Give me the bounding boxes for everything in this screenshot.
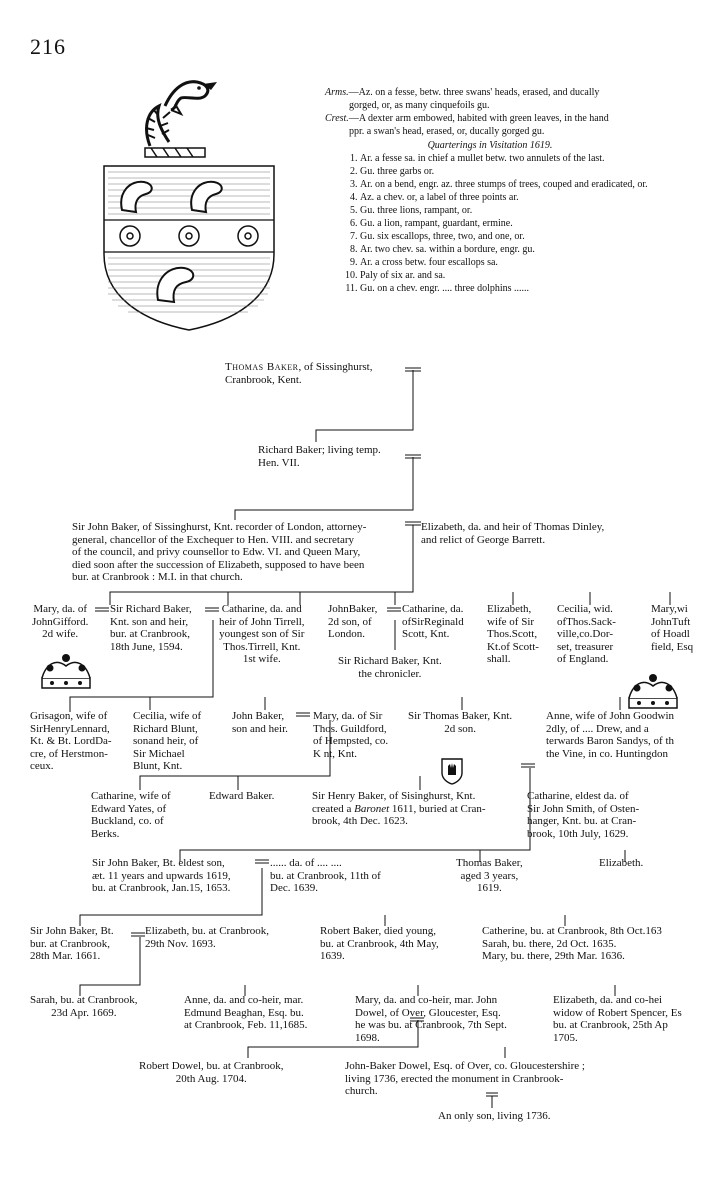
catherine-sarah-mary: Catherine, bu. at Cranbrook, 8th Oct.163 Sarah, bu. there, 2d Oct. 1635. Mary, bu. there, 29th Mar. 1636. [482, 925, 662, 962]
john-baker-second-son: JohnBaker, 2d son, of London. [328, 603, 378, 640]
crest-text: —A dexter arm embowed, habited with green leaves, in the hand [348, 113, 609, 124]
mary-guildford: Mary, da. of Sir Thos. Guildford, of Hempsted, co. K nt, Knt. [313, 710, 389, 760]
quartering-item: 10. Paly of six ar. and sa. [360, 269, 655, 282]
sir-henry-baker-rest: 1611, buried at Cran- brook, 4th Dec. 1623. [312, 802, 486, 827]
elizabeth-1693: Elizabeth, bu. at Cranbrook, 29th Nov. 1693. [145, 925, 270, 950]
john-baker-son-heir: John Baker, son and heir. [232, 710, 288, 735]
arms-label: Arms. [325, 87, 349, 98]
sir-henry-baker [312, 790, 486, 828]
sir-henry-baker-line1: Sir Henry Baker, of Sisinghurst, Knt. created a [312, 790, 476, 815]
elizabeth-dinley: Elizabeth, da. and heir of Thomas Dinley, and relict of George Barrett. [421, 521, 605, 546]
ulster-badge-icon [440, 757, 464, 785]
catharine-scott: Catharine, da. ofSirReginald Scott, Knt. [402, 603, 464, 640]
catharine-tirrell: Catharine, da. and heir of John Tirrell, youngest son of Sir Thos.Tirrell, Knt. 1st wife. [219, 603, 305, 665]
elizabeth-spencer: Elizabeth, da. and co-hei widow of Robert Spencer, Es bu. at Cranbrook, 25th Ap 1705. [553, 994, 682, 1044]
robert-dowel: Robert Dowel, bu. at Cranbrook, 20th Aug. 1704. [139, 1060, 284, 1085]
cecilia-blunt: Cecilia, wife of Richard Blunt, sonand heir, of Sir Michael Blunt, Knt. [133, 710, 202, 772]
elizabeth-scott: Elizabeth, wife of Sir Thos.Scott, Kt.of Scott- shall. [487, 603, 539, 665]
anne-beaghan: Anne, da. and co-heir, mar. Edmund Beaghan, Esq. bu. at Cranbrook, Feb. 11,1685. [184, 994, 308, 1031]
cecilia-sackville: Cecilia, wid. ofThos.Sack- ville,co.Dor- set, treasurer of England. [557, 603, 616, 665]
quartering-item: 2. Gu. three garbs or. [360, 165, 655, 178]
sir-richard-chronicler: Sir Richard Baker, Knt. the chronicler. [338, 655, 442, 680]
sir-john-baker-bt-eldest: Sir John Baker, Bt. eldest son, æt. 11 years and upwards 1619, bu. at Cranbrook, Jan.15, 1653. [92, 857, 231, 894]
elizabeth-daughter: Elizabeth. [599, 857, 644, 869]
ducal-coronet-icon [623, 670, 683, 714]
catharine-smith: Catharine, eldest da. of Sir John Smith, of Osten- hanger, Knt. bu. at Cran- brook, 10th July, 1629. [527, 790, 640, 840]
page-number: 216 [30, 34, 66, 59]
quartering-item: 6. Gu. a lion, rampant, guardant, ermine. [360, 217, 655, 230]
quartering-item: 5. Gu. three lions, rampant, or. [360, 204, 655, 217]
thomas-baker-name: Thomas Baker [225, 361, 299, 373]
john-baker-dowel: John-Baker Dowel, Esq. of Over, co. Gloucestershire ; living 1736, erected the monument in Cranbrook- church. [345, 1060, 585, 1097]
quartering-item: 4. Az. a chev. or, a label of three points ar. [360, 191, 655, 204]
quartering-item: 11. Gu. on a chev. engr. .... three dolphins ...... [360, 282, 655, 295]
mary-tufton: Mary,wi JohnTuft of Hoadl field, Esq [651, 603, 694, 653]
sir-henry-baronet: Baronet [354, 802, 390, 815]
robert-baker-young: Robert Baker, died young, bu. at Cranbrook, 4th May, 1639. [320, 925, 439, 962]
quartering-item: 7. Gu. six escallops, three, two, and one, or. [360, 230, 655, 243]
only-son: An only son, living 1736. [438, 1110, 551, 1122]
quartering-item: 3. Ar. on a bend, engr. az. three stumps of trees, couped and eradicated, or. [360, 178, 655, 191]
sir-john-baker: Sir John Baker, of Sissinghurst, Knt. recorder of London, attorney- general, chancellor of the Exchequer to Hen. VIII. and secretary of the council, and privy counsellor to Edw. VI. and Queen Mary, died soon after the succession of Elizabeth, supposed to have been bur. at Cranbrook : M.I. in that church. [72, 521, 367, 583]
thomas-baker-aged-three: Thomas Baker, aged 3 years, 1619. [456, 857, 523, 894]
arms-text: —Az. on a fesse, betw. three swans' heads, erased, and ducally [348, 87, 600, 98]
sir-richard-baker: Sir Richard Baker, Knt. son and heir, bur. at Cranbrook, 18th June, 1594. [110, 603, 192, 653]
arms-text-2: gorged, or, as many cinquefoils gu. [349, 100, 490, 111]
quartering-item: 8. Ar. two chev. sa. within a bordure, engr. gu. [360, 243, 655, 256]
anne-goodwin: Anne, wife of John Goodwin 2dly, of .... Drew, and a terwards Baron Sandys, of th the Vine, in co. Huntingdon [546, 710, 675, 760]
crest-text-2: ppr. a swan's head, erased, or, ducally gorged gu. [349, 126, 545, 137]
sarah-1669: Sarah, bu. at Cranbrook, 23d Apr. 1669. [30, 994, 138, 1019]
crest-label: Crest. [325, 113, 349, 124]
richard-baker: Richard Baker; living temp. Hen. VII. [258, 444, 381, 469]
edward-baker: Edward Baker. [209, 790, 275, 802]
sir-thomas-baker: Sir Thomas Baker, Knt. 2d son. [408, 710, 513, 735]
quarterings-title: Quarterings in Visitation 1619. [427, 140, 553, 151]
mary-gifford: Mary, da. of JohnGifford. 2d wife. [32, 603, 89, 640]
sir-john-baker-bt-1661: Sir John Baker, Bt. bur. at Cranbrook, 28th Mar. 1661. [30, 925, 114, 962]
thomas-baker-details: , of Sissinghurst, Cranbrook, Kent. [225, 361, 373, 386]
quartering-item: 1. Ar. a fesse sa. in chief a mullet betw. two annulets of the last. [360, 152, 655, 165]
quartering-item: 9. Ar. a cross betw. four escallops sa. [360, 256, 655, 269]
ducal-coronet-icon [36, 650, 96, 694]
grisagon: Grisagon, wife of SirHenryLennard, Kt. & Bt. LordDa- cre, of Herstmon- ceux. [30, 710, 112, 772]
mary-dowel: Mary, da. and co-heir, mar. John Dowel, of Over, Gloucester, Esq. he was bu. at Cranbrook, 7th Sept. 1698. [355, 994, 507, 1044]
thomas-baker [225, 361, 372, 386]
wife-of-sir-john-bt: ...... da. of .... .... bu. at Cranbrook, 11th of Dec. 1639. [270, 857, 381, 894]
catharine-yates: Catharine, wife of Edward Yates, of Buckland, co. of Berks. [91, 790, 171, 840]
